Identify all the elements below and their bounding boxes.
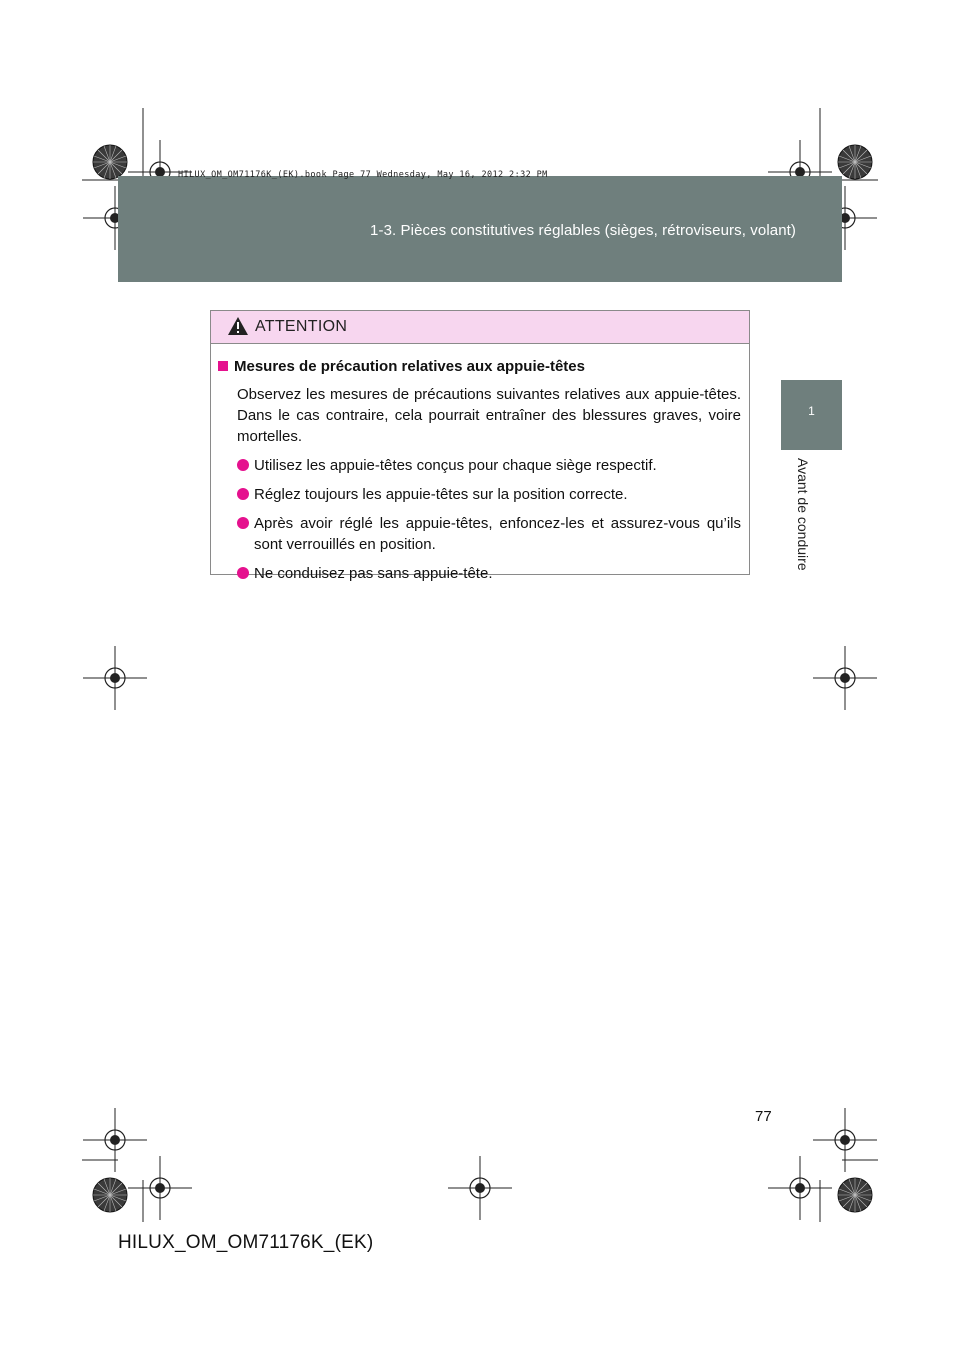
registration-mark-icon — [448, 1156, 512, 1220]
warning-box — [210, 310, 750, 582]
list-item-text: Réglez toujours les appuie-têtes sur la position correcte. — [254, 486, 628, 503]
color-target-icon — [93, 1178, 127, 1212]
list-item-text: Après avoir réglé les appuie-têtes, enfoncez-les et assurez-vous qu’ils sont verrouillés en position. — [254, 515, 741, 553]
bullet-dot-icon — [237, 488, 249, 500]
chapter-number: 1 — [808, 404, 815, 418]
list-item — [237, 455, 741, 476]
bullet-dot-icon — [237, 567, 249, 579]
bullet-dot-icon — [237, 459, 249, 471]
section-title: 1-3. Pièces constitutives réglables (sièges, rétroviseurs, volant) — [370, 222, 796, 239]
color-target-icon — [93, 145, 127, 179]
registration-mark-icon — [813, 1108, 877, 1172]
file-stamp: HILUX_OM_OM71176K_(EK).book Page 77 Wednesday, May 16, 2012 2:32 PM — [178, 170, 548, 180]
precaution-heading — [218, 356, 741, 377]
color-target-icon — [838, 1178, 872, 1212]
page-number: 77 — [755, 1108, 772, 1125]
color-target-icon — [838, 145, 872, 179]
registration-mark-icon — [128, 1156, 192, 1220]
list-item-text: Utilisez les appuie-têtes conçus pour chaque siège respectif. — [254, 457, 657, 474]
warning-title: ATTENTION — [255, 318, 348, 335]
precaution-intro: Observez les mesures de précautions suivantes relatives aux appuie-têtes. Dans le cas contraire, cela pourrait entraîner des blessures graves, voire mortelles. — [237, 386, 741, 445]
chapter-label: Avant de conduire — [795, 458, 811, 571]
list-item-text: Ne conduisez pas sans appuie-tête. — [254, 565, 493, 582]
bullet-dot-icon — [237, 517, 249, 529]
warning-triangle-icon — [227, 316, 249, 336]
list-item — [237, 563, 741, 584]
warning-body — [211, 344, 749, 584]
square-bullet-icon — [218, 361, 228, 371]
chapter-tab — [781, 380, 842, 450]
list-item — [237, 484, 741, 505]
warning-header — [211, 311, 749, 344]
list-item — [237, 513, 741, 555]
precaution-heading-text: Mesures de précaution relatives aux appuie-têtes — [234, 358, 585, 375]
registration-mark-icon — [813, 646, 877, 710]
section-header-bar — [118, 176, 842, 282]
registration-mark-icon — [768, 1156, 832, 1220]
registration-mark-icon — [83, 646, 147, 710]
registration-mark-icon — [83, 1108, 147, 1172]
document-code: HILUX_OM_OM71176K_(EK) — [118, 1232, 374, 1253]
